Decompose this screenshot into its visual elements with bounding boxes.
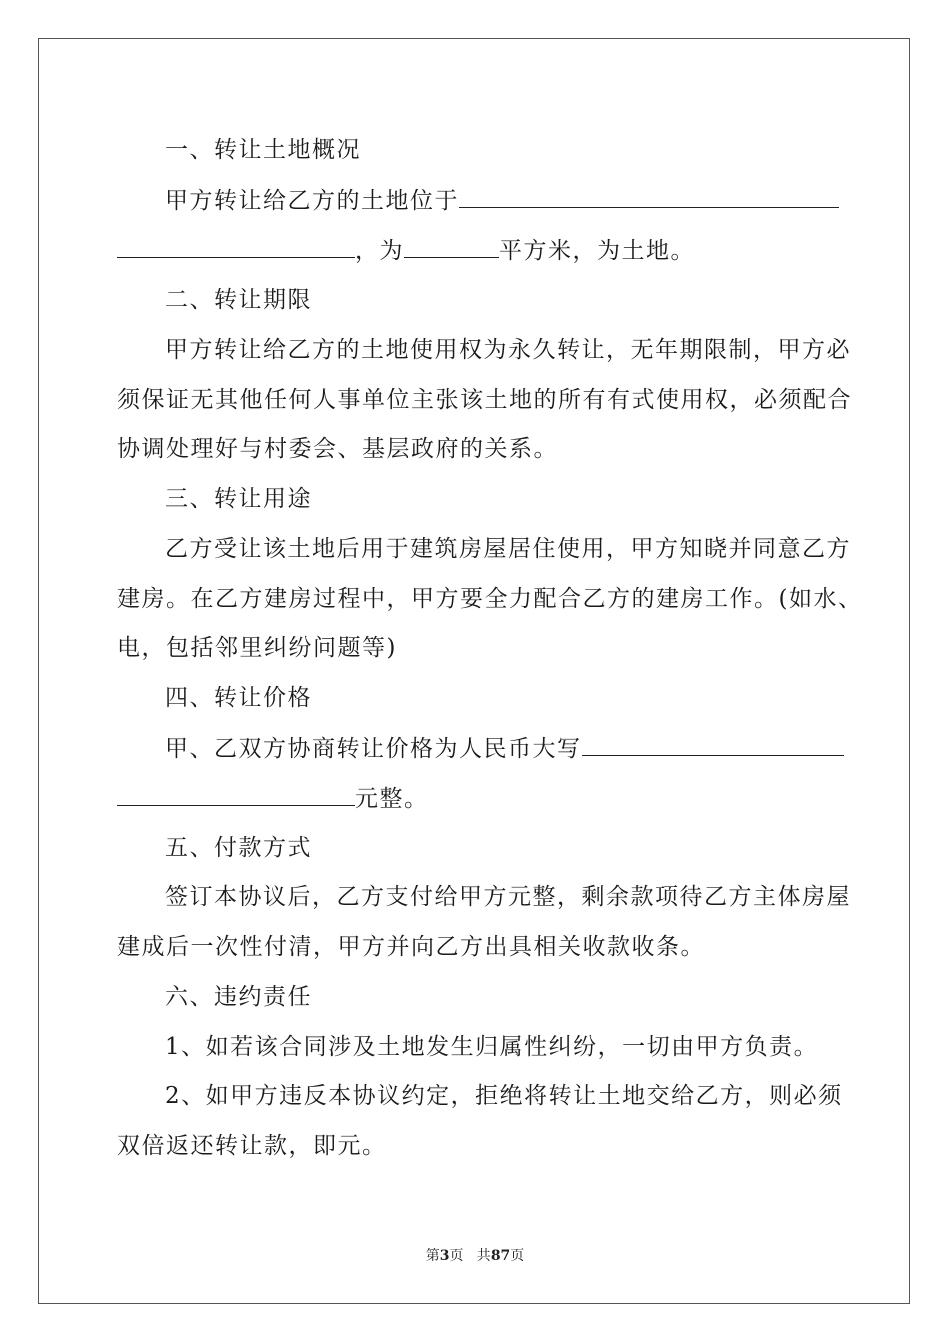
blank-fill-line	[117, 783, 355, 806]
footer-prefix: 第	[425, 1248, 440, 1264]
page-footer	[0, 1245, 950, 1265]
blank-fill-line	[117, 235, 355, 258]
paragraph-text: 甲、乙双方协商转让价格为人民币大写	[165, 736, 582, 762]
paragraph-line: 电，包括邻里纠纷问题等)	[117, 635, 397, 661]
section-heading-5: 五、付款方式	[165, 835, 312, 861]
paragraph-line: 须保证无其他任何人事单位主张该土地的所有有式使用权，必须配合	[117, 387, 852, 413]
blank-fill-line	[459, 185, 839, 208]
paragraph-line: 协调处理好与村委会、基层政府的关系。	[117, 436, 558, 462]
section-heading-2: 二、转让期限	[165, 287, 312, 313]
blank-fill-line	[582, 733, 844, 756]
paragraph-text: ，为	[355, 238, 404, 264]
blank-fill-line	[404, 235, 499, 258]
paragraph-line	[117, 783, 429, 814]
paragraph-text: 平方米，为土地。	[499, 238, 695, 264]
paragraph-line: 1、如若该合同涉及土地发生归属性纠纷，一切由甲方负责。	[165, 1034, 819, 1060]
paragraph-line: 建房。在乙方建房过程中，甲方要全力配合乙方的建房工作。(如水、	[117, 586, 863, 612]
section-heading-4: 四、转让价格	[165, 685, 312, 711]
section-heading-1: 一、转让土地概况	[165, 137, 361, 163]
paragraph-line	[117, 235, 695, 266]
footer-suffix: 页	[510, 1248, 525, 1264]
page-border	[38, 38, 910, 1304]
section-heading-3: 三、转让用途	[165, 486, 312, 512]
paragraph-line: 建成后一次性付清，甲方并向乙方出具相关收款收条。	[117, 934, 705, 960]
total-page-count: 87	[490, 1248, 511, 1264]
section-heading-6: 六、违约责任	[165, 984, 312, 1010]
paragraph-text: 甲方转让给乙方的土地位于	[165, 188, 459, 214]
current-page-number: 3	[439, 1248, 450, 1264]
paragraph-text: 元整。	[355, 786, 429, 812]
footer-middle: 页 共	[449, 1248, 491, 1264]
paragraph-line	[165, 185, 839, 216]
paragraph-line: 签订本协议后，乙方支付给甲方元整，剩余款项待乙方主体房屋	[165, 884, 851, 910]
paragraph-line: 2、如甲方违反本协议约定，拒绝将转让土地交给乙方，则必须	[165, 1083, 843, 1109]
paragraph-line	[165, 733, 844, 764]
paragraph-line: 甲方转让给乙方的土地使用权为永久转让，无年期限制，甲方必	[165, 337, 851, 363]
paragraph-line: 乙方受让该土地后用于建筑房屋居住使用，甲方知晓并同意乙方	[165, 536, 851, 562]
paragraph-line: 双倍返还转让款，即元。	[117, 1133, 387, 1159]
